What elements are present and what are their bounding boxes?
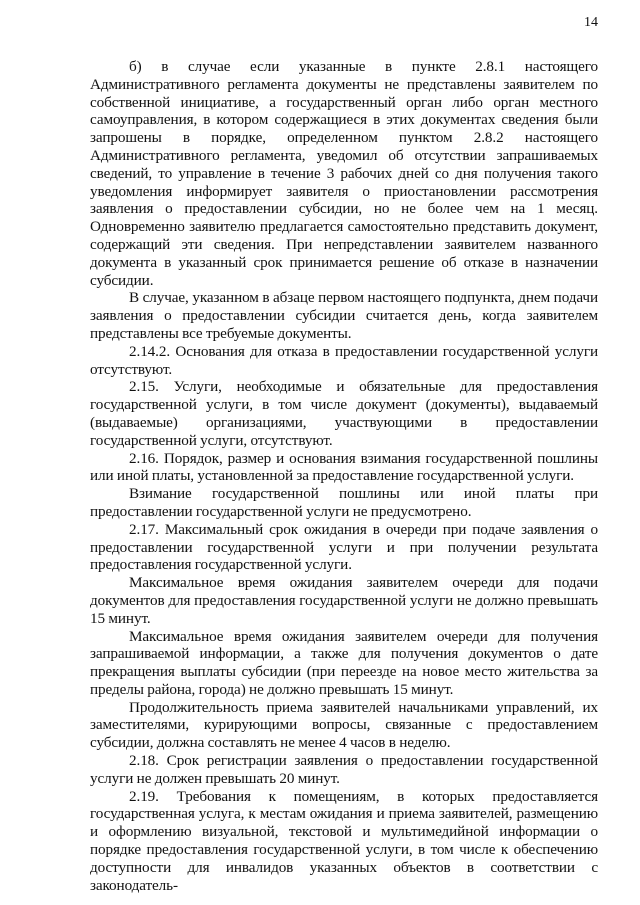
paragraph-2-18: 2.18. Срок регистрации заявления о предоставлении государственной услуги не должен превышать 20 минут. [90, 752, 598, 787]
paragraph-queue-submission: Максимальное время ожидания заявителем очереди для подачи документов для предоставления государственной услуги не должно превышать 15 минут. [90, 574, 598, 627]
page-body [90, 58, 598, 894]
paragraph-2-15: 2.15. Услуги, необходимые и обязательные для предоставления государственной услуги, в том числе документ (документы), выдаваемый (выдаваемые) организациями, участвующими в предоставлении государственной услуги, отсутствуют. [90, 378, 598, 449]
page-number: 14 [584, 15, 598, 30]
paragraph-application-date: В случае, указанном в абзаце первом настоящего подпункта, днем подачи заявления о предоставлении субсидии считается день, когда заявителем представлены все требуемые документы. [90, 289, 598, 342]
paragraph-queue-information: Максимальное время ожидания заявителем очереди для получения запрашиваемой информации, а также для получения документов о дате прекращения выплаты субсидии (при переезде на новое место жительства за пределы района, города) не должно превышать 15 минут. [90, 627, 598, 698]
paragraph-2-19: 2.19. Требования к помещениям, в которых предоставляется государственная услуга, к местам ожидания и приема заявителей, размещению и оформлению визуальной, текстовой и мультимедийной информации о порядке предоставления государственной услуги, в том числе к обеспечению доступности для инвалидов указанных объектов в соответствии с законодатель- [90, 787, 598, 894]
paragraph-2-14-2: 2.14.2. Основания для отказа в предоставлении государственной услуги отсутствуют. [90, 342, 598, 378]
paragraph-reception-duration: Продолжительность приема заявителей начальниками управлений, их заместителями, курирующими вопросы, связанные с предоставлением субсидии, должна составлять не менее 4 часов в неделю. [90, 698, 598, 752]
paragraph-2-17: 2.17. Максимальный срок ожидания в очереди при подаче заявления о предоставлении государственной услуги и при получении результата предоставления государственной услуги. [90, 520, 598, 574]
paragraph-fee-not-provided: Взимание государственной пошлины или иной платы при предоставлении государственной услуги не предусмотрено. [90, 485, 598, 520]
paragraph-suspension-notice: б) в случае если указанные в пункте 2.8.1 настоящего Административного регламента документы не представлены заявителем по собственной инициативе, а государственный орган либо орган местного самоуправления, в котором содержащиеся в этих документах сведения были запрошены в порядке, определенном пунктом 2.8.2 настоящего Административного регламента, уведомил об отсутствии запрашиваемых сведений, то управление в течение 3 рабочих дней со дня получения такого уведомления информирует заявителя о приостановлении рассмотрения заявления о предоставлении субсидии, но не более чем на 1 месяц. Одновременно заявителю предлагается самостоятельно представить документ, содержащий эти сведения. При непредставлении заявителем названного документа в указанный срок принимается решение об отказе в назначении субсидии. [90, 58, 598, 289]
paragraph-2-16: 2.16. Порядок, размер и основания взимания государственной пошлины или иной платы, установленной за предоставление государственной услуги. [90, 449, 598, 485]
